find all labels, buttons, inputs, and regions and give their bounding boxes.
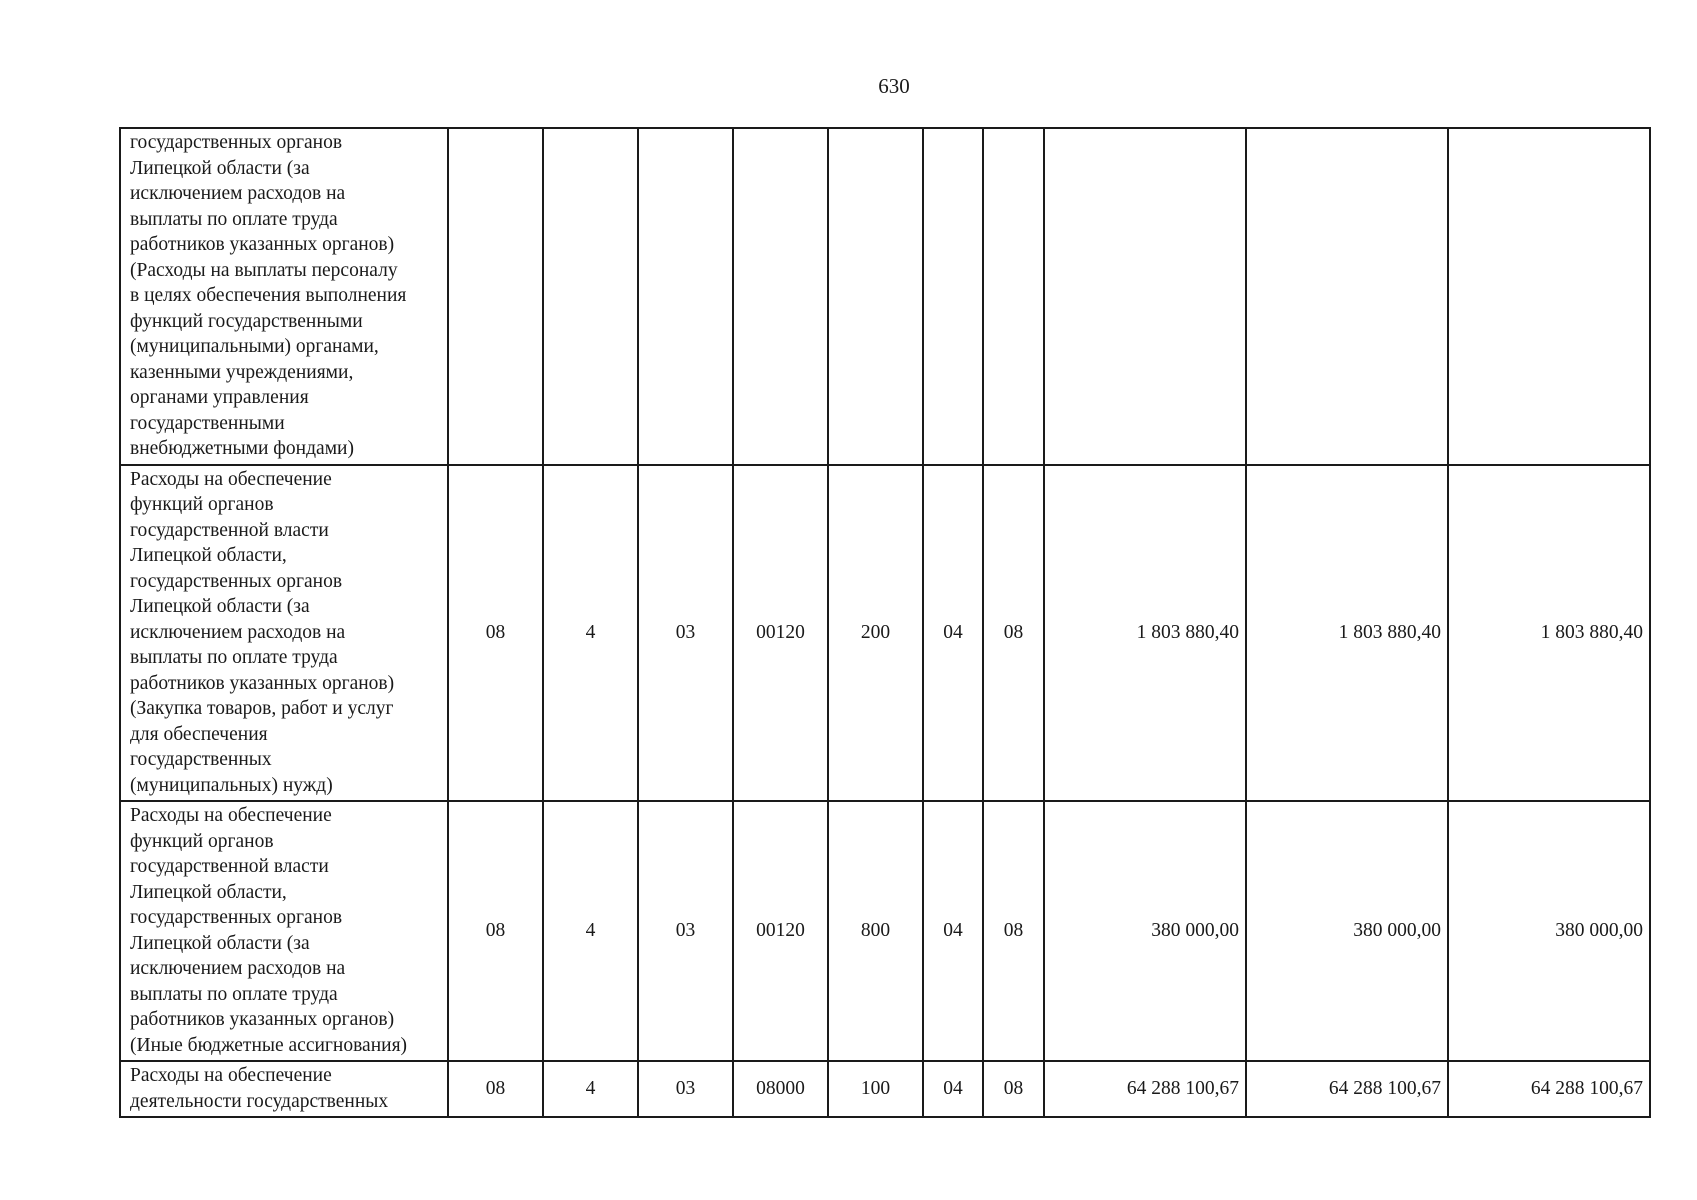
amount-year-3: 1 803 880,40 (1448, 465, 1650, 802)
row-description (120, 801, 448, 1061)
expense-type-cell: 200 (828, 465, 923, 802)
amount-year-3: 64 288 100,67 (1448, 1061, 1650, 1117)
description-line: функций органов (130, 494, 274, 515)
description-line: деятельности государственных (130, 1090, 389, 1112)
description-line: исключением расходов на (130, 183, 346, 204)
row-description (120, 128, 448, 465)
subsection-cell: 08 (983, 465, 1044, 802)
description-line: (Расходы на выплаты персоналу (130, 259, 398, 281)
description-line: государственных органов (130, 570, 343, 592)
description-line: функций государственными (130, 310, 363, 332)
description-line: выплаты по оплате труда (130, 647, 338, 668)
description-line: государственных (130, 749, 272, 770)
page-number: 630 (878, 74, 910, 98)
ministry-code-cell: 08 (448, 801, 543, 1061)
description-line: функций органов (130, 830, 274, 852)
description-line: (Закупка товаров, работ и услуг (130, 698, 394, 719)
description-line: внебюджетными фондами) (130, 438, 354, 459)
description-line: Расходы на обеспечение (130, 468, 332, 490)
description-line: государственными (130, 412, 285, 434)
description-line: выплаты по оплате труда (130, 983, 338, 1005)
description-line: Липецкой области, (130, 545, 287, 566)
subprogram-code-cell: 03 (638, 1061, 733, 1117)
expense-type-cell: 800 (828, 801, 923, 1061)
description-line: государственной власти (130, 856, 329, 877)
amount-year-3: 380 000,00 (1448, 801, 1650, 1061)
description-line: работников указанных органов) (130, 1009, 395, 1030)
section-cell: 04 (923, 801, 983, 1061)
description-line: (муниципальными) органами, (130, 336, 379, 357)
description-line: Липецкой области (за (130, 157, 310, 179)
row-description (120, 465, 448, 802)
program-code-cell: 4 (543, 465, 638, 802)
amount-year-1 (1044, 128, 1246, 465)
subsection-cell: 08 (983, 801, 1044, 1061)
amount-year-3 (1448, 128, 1650, 465)
amount-year-1: 64 288 100,67 (1044, 1061, 1246, 1117)
expense-type-cell (828, 128, 923, 465)
description-line: государственной власти (130, 519, 329, 541)
amount-year-2: 380 000,00 (1246, 801, 1448, 1061)
subprogram-code-cell: 03 (638, 801, 733, 1061)
program-code-cell (543, 128, 638, 465)
description-line: Липецкой области (за (130, 596, 310, 617)
description-line: для обеспечения (130, 723, 268, 745)
description-line: работников указанных органов) (130, 672, 395, 694)
ministry-code-cell: 08 (448, 465, 543, 802)
description-line: Расходы на обеспечение (130, 1065, 332, 1086)
direction-code-cell: 00120 (733, 465, 828, 802)
description-line: исключением расходов на (130, 958, 346, 979)
subsection-cell: 08 (983, 1061, 1044, 1117)
description-line: Липецкой области (за (130, 932, 310, 954)
section-cell: 04 (923, 1061, 983, 1117)
direction-code-cell: 00120 (733, 801, 828, 1061)
table-row (120, 128, 1650, 465)
expense-type-cell: 100 (828, 1061, 923, 1117)
table-row (120, 1061, 1650, 1117)
description-line: выплаты по оплате труда (130, 208, 338, 230)
program-code-cell: 4 (543, 1061, 638, 1117)
description-line: государственных органов (130, 907, 343, 928)
row-description (120, 1061, 448, 1117)
ministry-code-cell (448, 128, 543, 465)
description-line: (Иные бюджетные ассигнования) (130, 1034, 408, 1056)
amount-year-1: 1 803 880,40 (1044, 465, 1246, 802)
direction-code-cell: 08000 (733, 1061, 828, 1117)
description-line: Липецкой области, (130, 881, 287, 903)
table-row (120, 801, 1650, 1061)
amount-year-1: 380 000,00 (1044, 801, 1246, 1061)
subprogram-code-cell (638, 128, 733, 465)
section-cell: 04 (923, 465, 983, 802)
amount-year-2 (1246, 128, 1448, 465)
budget-table (119, 127, 1651, 1118)
direction-code-cell (733, 128, 828, 465)
amount-year-2: 1 803 880,40 (1246, 465, 1448, 802)
description-line: исключением расходов на (130, 621, 346, 643)
description-line: государственных органов (130, 132, 343, 153)
subsection-cell (983, 128, 1044, 465)
description-line: Расходы на обеспечение (130, 805, 332, 826)
program-code-cell: 4 (543, 801, 638, 1061)
description-line: (муниципальных) нужд) (130, 774, 333, 796)
description-line: органами управления (130, 387, 309, 408)
subprogram-code-cell: 03 (638, 465, 733, 802)
description-line: работников указанных органов) (130, 234, 395, 255)
table-row (120, 465, 1650, 802)
description-line: казенными учреждениями, (130, 361, 354, 383)
section-cell (923, 128, 983, 465)
ministry-code-cell: 08 (448, 1061, 543, 1117)
amount-year-2: 64 288 100,67 (1246, 1061, 1448, 1117)
description-line: в целях обеспечения выполнения (130, 285, 407, 306)
